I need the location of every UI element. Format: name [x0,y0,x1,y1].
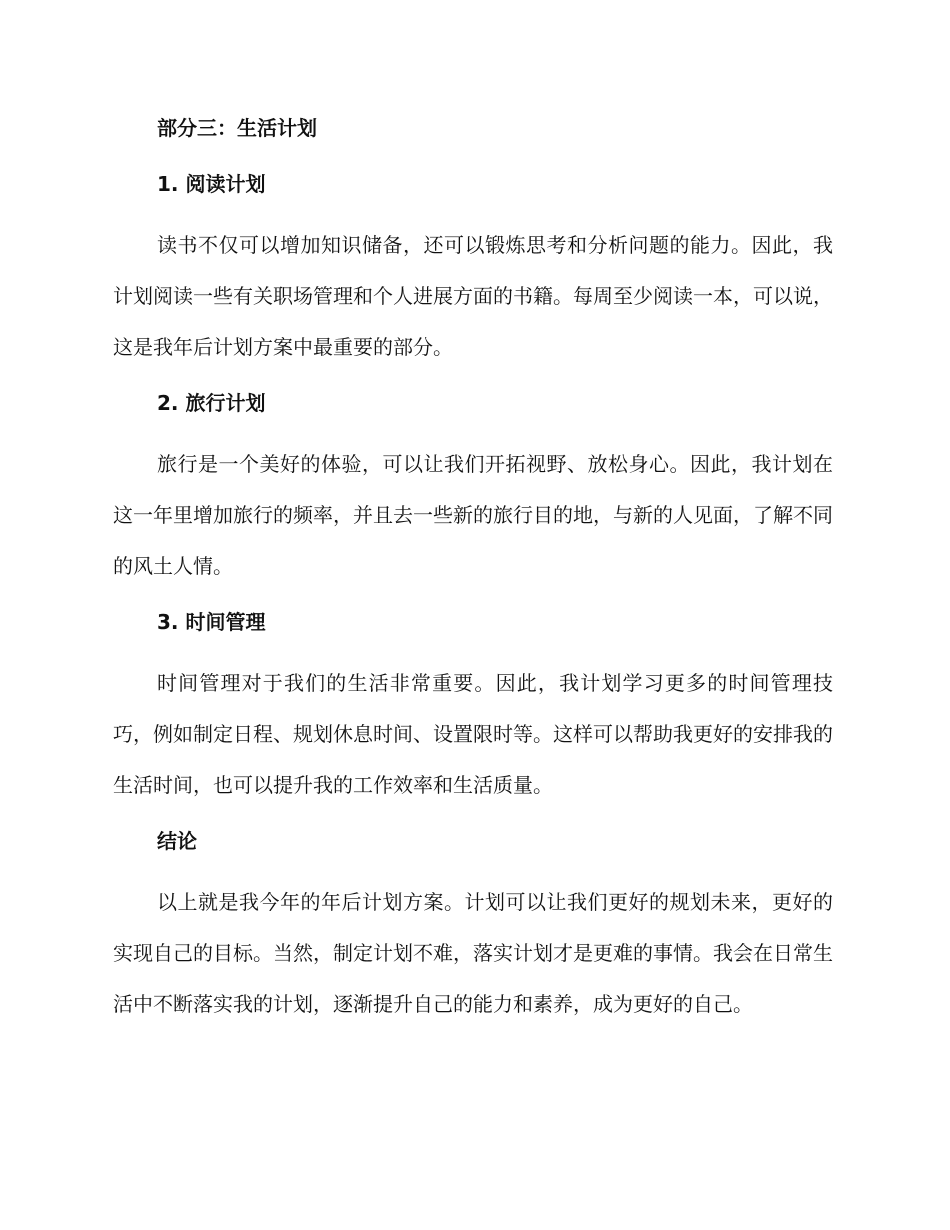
section-paragraph: 时间管理对于我们的生活非常重要。因此，我计划学习更多的时间管理技巧，例如制定日程、规划休息时间、设置限时等。这样可以帮助我更好的安排我的生活时间，也可以提升我的工作效率和生活质量。 [113,671,833,797]
section-heading: 1. 阅读计划 [157,172,266,196]
section-heading: 结论 [157,829,197,853]
section-paragraph: 以上就是我今年的年后计划方案。计划可以让我们更好的规划未来，更好的实现自己的目标。当然，制定计划不难，落实计划才是更难的事情。我会在日常生活中不断落实我的计划，逐渐提升自己的能力和素养，成为更好的自己。 [113,890,833,1016]
section-paragraph: 读书不仅可以增加知识储备，还可以锻炼思考和分析问题的能力。因此，我计划阅读一些有关职场管理和个人进展方面的书籍。每周至少阅读一本，可以说，这是我年后计划方案中最重要的部分。 [113,233,833,359]
section-heading: 2. 旅行计划 [157,391,266,415]
section-time-management [113,602,833,811]
section-travel-plan [113,383,833,592]
section-heading: 3. 时间管理 [157,610,266,634]
part-title: 部分三：生活计划 [157,116,317,140]
document-page [113,108,833,1040]
section-conclusion [113,821,833,1030]
section-paragraph: 旅行是一个美好的体验，可以让我们开拓视野、放松身心。因此，我计划在这一年里增加旅行的频率，并且去一些新的旅行目的地，与新的人见面，了解不同的风土人情。 [113,452,833,578]
section-reading-plan [113,164,833,373]
